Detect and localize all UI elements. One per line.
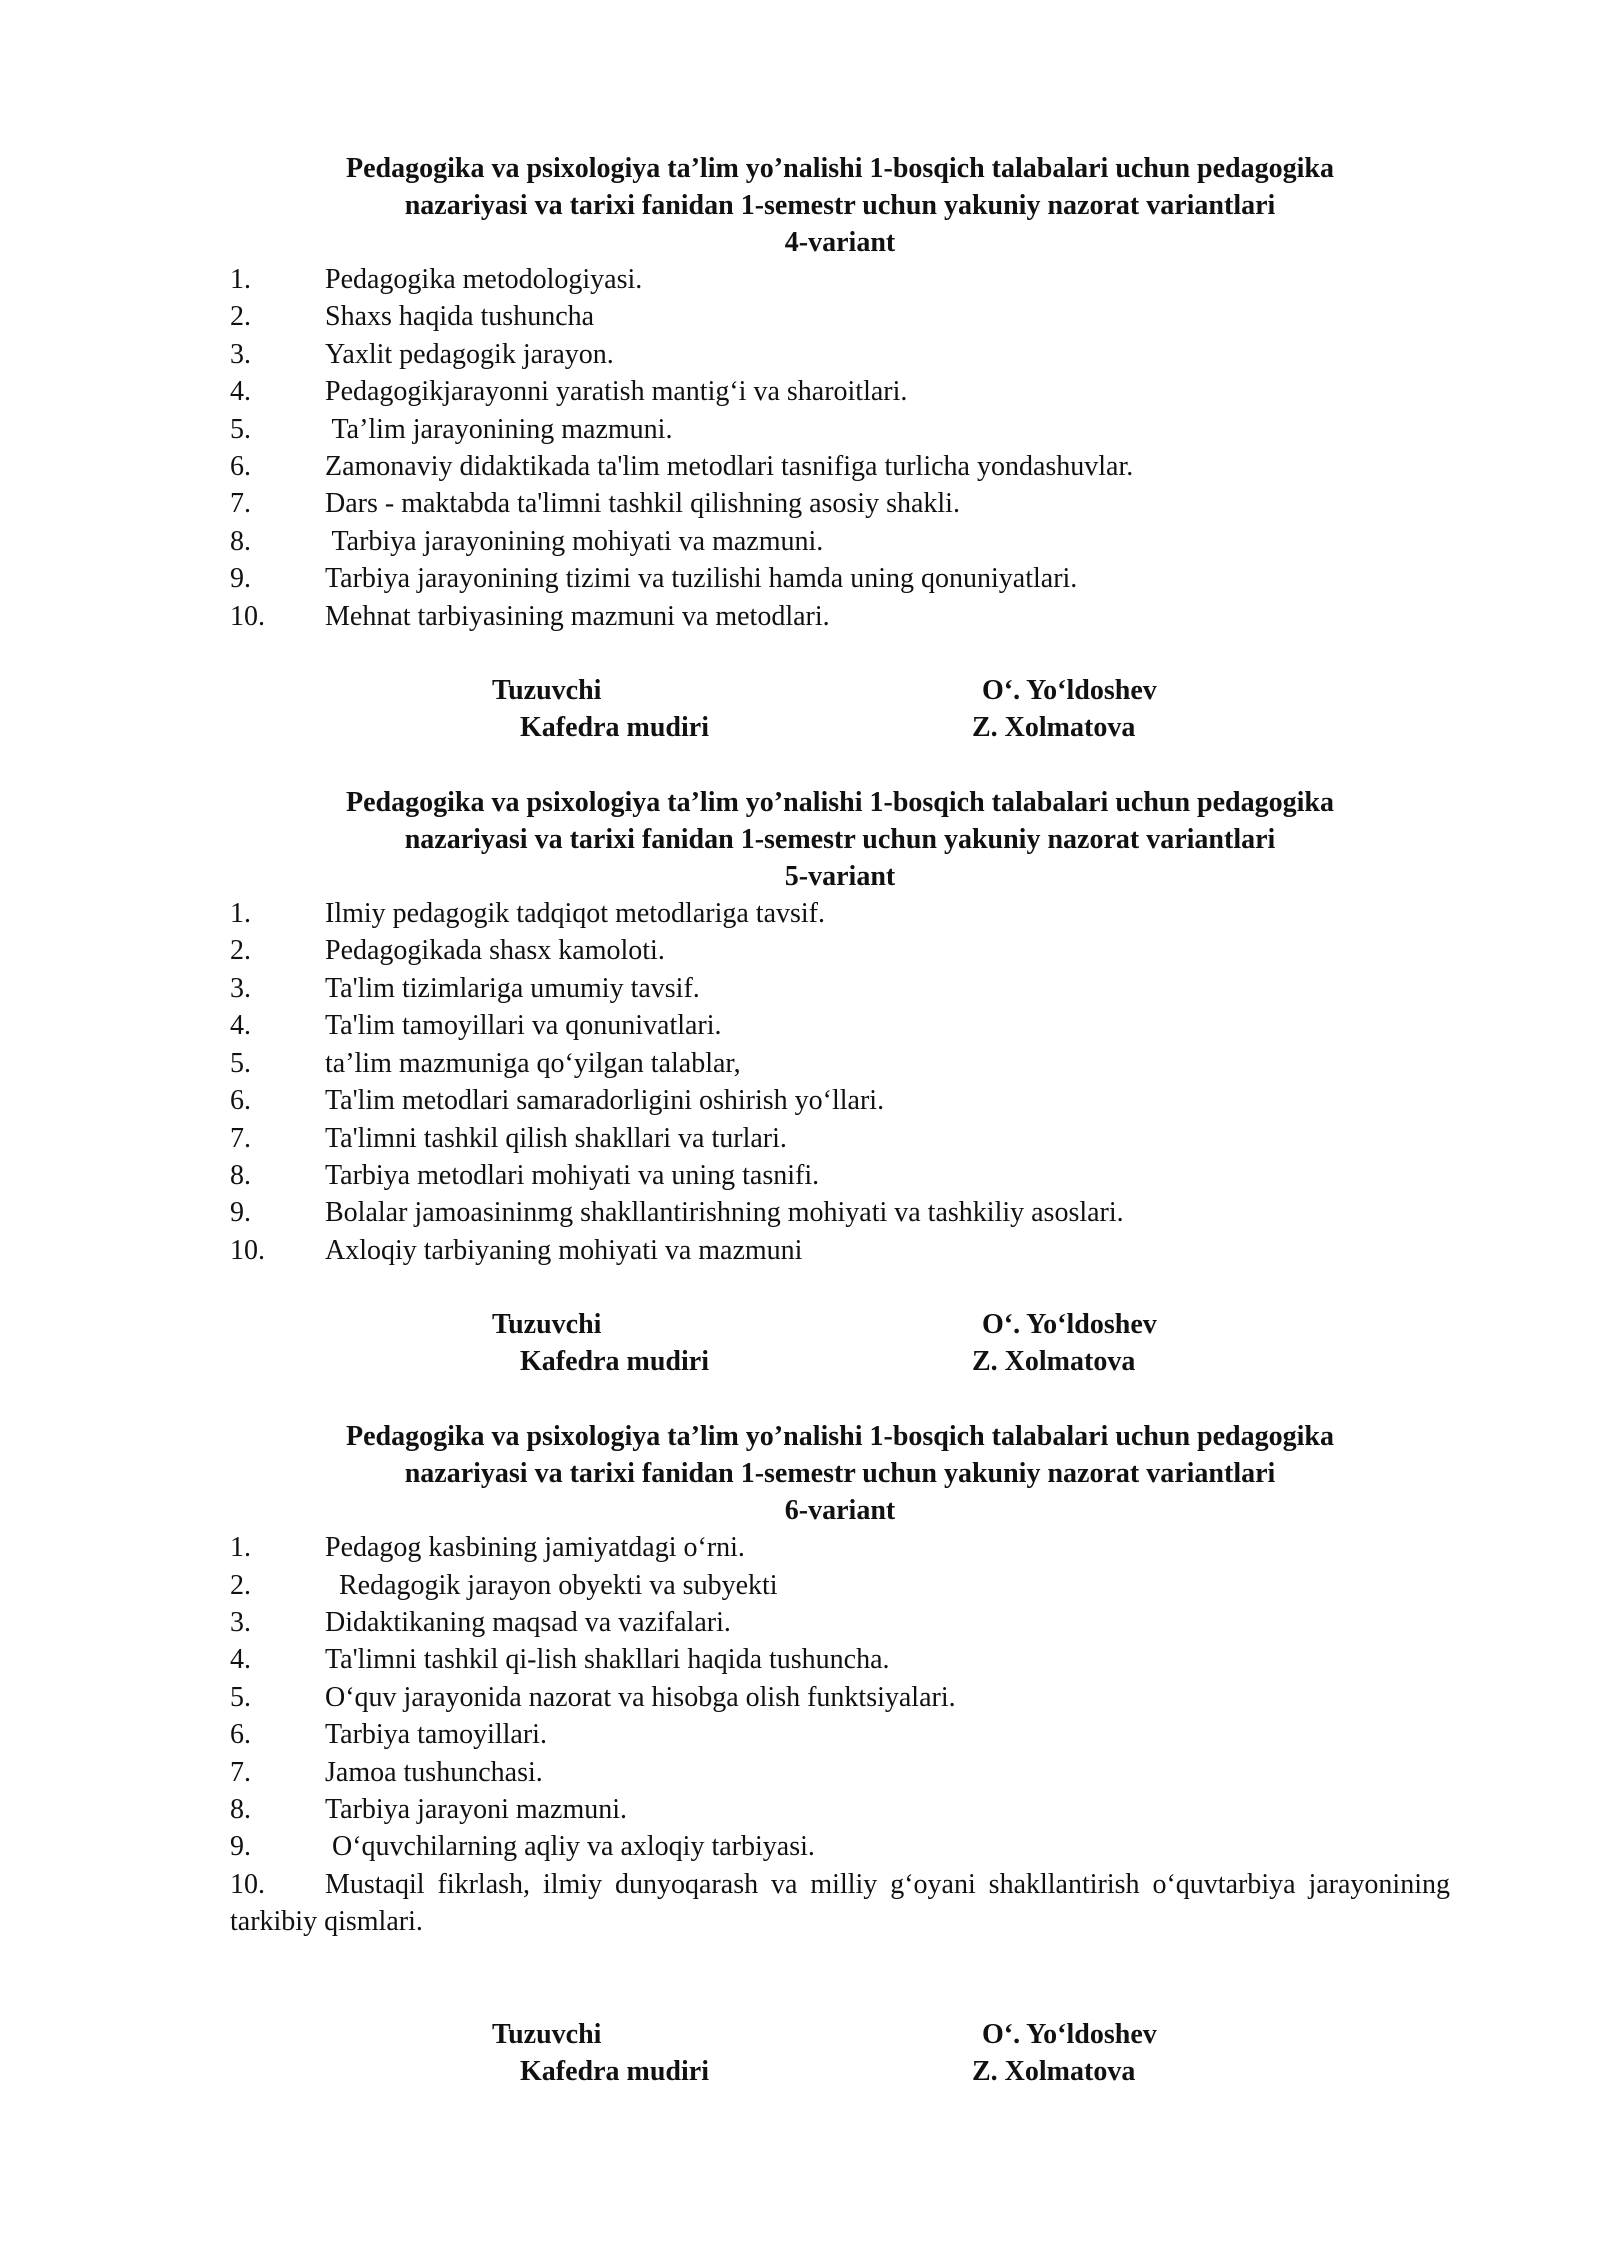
item-text: Ta'lim tizimlariga umumiy tavsif.	[325, 972, 700, 1004]
item-text: Ilmiy pedagogik tadqiqot metodlariga tavsif.	[325, 898, 825, 930]
signature-block	[230, 1306, 1450, 1381]
item-text: Mustaqil fikrlash, ilmiy dunyoqarash va milliy g‘oyani shakllantirish o‘quvtarbiya jarayonining tarkibiy qismlari.	[230, 1868, 1450, 1938]
item-text: ta’lim mazmuniga qo‘yilgan talablar,	[325, 1047, 741, 1079]
question-list	[230, 1529, 1450, 1940]
item-text: Zamonaviy didaktikada ta'lim metodlari tasnifiga turlicha yondashuvlar.	[325, 451, 1134, 483]
section-heading	[230, 150, 1450, 261]
item-number: 5.	[230, 1047, 251, 1079]
list-item	[230, 1232, 1450, 1269]
item-number: 10.	[230, 1868, 265, 1900]
question-list	[230, 261, 1450, 635]
item-number: 5.	[230, 413, 251, 445]
item-number: 4.	[230, 1644, 251, 1676]
item-number: 2.	[230, 301, 251, 333]
item-text: Redagogik jarayon obyekti va subyekti	[325, 1569, 778, 1601]
signature-name: Z. Xolmatova	[972, 1346, 1136, 1378]
variant-title: 4-variant	[784, 227, 896, 258]
heading-line: nazariyasi va tarixi fanidan 1-semestr uchun yakuniy nazorat variantlari	[404, 1458, 1276, 1490]
list-item	[230, 1679, 1450, 1716]
heading-line: Pedagogika va psixologiya ta’lim yo’nalishi 1-bosqich talabalari uchun pedagogika	[346, 787, 1334, 819]
item-number: 6.	[230, 1085, 251, 1117]
item-text: Pedagogika metodologiyasi.	[325, 264, 643, 295]
list-item	[230, 373, 1450, 410]
heading-line: Pedagogika va psixologiya ta’lim yo’nalishi 1-bosqich talabalari uchun pedagogika	[346, 153, 1334, 184]
list-item	[230, 560, 1450, 597]
item-number: 8.	[230, 1793, 251, 1825]
list-item	[230, 1604, 1450, 1641]
item-number: 4.	[230, 1010, 251, 1042]
item-text: Tarbiya jarayonining mohiyati va mazmuni.	[325, 525, 824, 557]
list-item	[230, 523, 1450, 560]
signature-name: O‘. Yo‘ldoshev	[982, 1309, 1157, 1341]
item-number: 7.	[230, 1756, 251, 1788]
variant-section	[230, 784, 1450, 1381]
signature-role: Kafedra mudiri	[520, 2055, 709, 2087]
item-text: Tarbiya jarayonining tizimi va tuzilishi hamda uning qonuniyatlari.	[325, 563, 1078, 595]
list-item	[230, 1866, 1450, 1941]
item-text: Didaktikaning maqsad va vazifalari.	[325, 1606, 731, 1638]
list-item	[230, 448, 1450, 485]
item-number: 9.	[230, 563, 251, 595]
item-text: Ta'limni tashkil qilish shakllari va turlari.	[325, 1122, 787, 1154]
item-text: Jamoa tushunchasi.	[325, 1756, 543, 1788]
variant-section	[230, 1418, 1450, 2090]
item-number: 9.	[230, 1831, 251, 1863]
item-number: 3.	[230, 1606, 251, 1638]
list-item	[230, 1120, 1450, 1157]
variant-title: 6-variant	[784, 1495, 896, 1527]
list-item	[230, 1157, 1450, 1194]
list-item	[230, 970, 1450, 1007]
signature-block	[230, 672, 1450, 747]
question-list	[230, 895, 1450, 1269]
signature-name: O‘. Yo‘ldoshev	[982, 2018, 1157, 2050]
item-text: Yaxlit pedagogik jarayon.	[325, 338, 614, 370]
list-item	[230, 336, 1450, 373]
signature-role: Kafedra mudiri	[520, 712, 709, 744]
item-number: 10.	[230, 600, 265, 632]
signature-role: Kafedra mudiri	[520, 1346, 709, 1378]
item-text: Tarbiya tamoyillari.	[325, 1719, 547, 1751]
item-text: Ta'lim metodlari samaradorligini oshirish yo‘llari.	[325, 1085, 885, 1117]
item-text: Tarbiya metodlari mohiyati va uning tasnifi.	[325, 1159, 820, 1191]
item-number: 5.	[230, 1681, 251, 1713]
heading-line: nazariyasi va tarixi fanidan 1-semestr uchun yakuniy nazorat variantlari	[404, 824, 1276, 856]
item-text: Mehnat tarbiyasining mazmuni va metodlari.	[325, 600, 830, 632]
list-item	[230, 1791, 1450, 1828]
item-text: Bolalar jamoasininmg shakllantirishning mohiyati va tashkiliy asoslari.	[325, 1197, 1124, 1229]
item-number: 8.	[230, 1159, 251, 1191]
list-item	[230, 1045, 1450, 1082]
item-text: Pedagogikada shasx kamoloti.	[325, 935, 665, 967]
signature-block	[230, 2016, 1450, 2091]
item-text: O‘quvchilarning aqliy va axloqiy tarbiyasi.	[325, 1831, 815, 1863]
signature-row	[230, 709, 1450, 746]
list-item	[230, 1567, 1450, 1604]
signature-row	[230, 672, 1450, 709]
item-number: 7.	[230, 488, 251, 520]
item-number: 7.	[230, 1122, 251, 1154]
signature-name: Z. Xolmatova	[972, 712, 1136, 744]
item-number: 3.	[230, 338, 251, 370]
item-text: Ta'lim tamoyillari va qonunivatlari.	[325, 1010, 722, 1042]
list-item	[230, 261, 1450, 298]
item-number: 8.	[230, 525, 251, 557]
list-item	[230, 1194, 1450, 1231]
signature-role: Tuzuvchi	[492, 1309, 602, 1341]
signature-role: Tuzuvchi	[492, 675, 602, 707]
variant-title: 5-variant	[784, 861, 896, 893]
document-page	[230, 150, 1450, 2091]
item-text: Ta’lim jarayonining mazmuni.	[325, 413, 673, 445]
signature-name: Z. Xolmatova	[972, 2055, 1136, 2087]
list-item	[230, 1641, 1450, 1678]
item-number: 2.	[230, 935, 251, 967]
item-number: 2.	[230, 1569, 251, 1601]
heading-line: nazariyasi va tarixi fanidan 1-semestr uchun yakuniy nazorat variantlari	[404, 190, 1276, 221]
list-item	[230, 298, 1450, 335]
section-heading	[230, 1418, 1450, 1529]
list-item	[230, 1007, 1450, 1044]
item-text: O‘quv jarayonida nazorat va hisobga olish funktsiyalari.	[325, 1681, 956, 1713]
signature-row	[230, 2053, 1450, 2090]
list-item	[230, 1828, 1450, 1865]
list-item	[230, 1716, 1450, 1753]
list-item	[230, 895, 1450, 932]
item-text: Pedagog kasbining jamiyatdagi o‘rni.	[325, 1532, 745, 1564]
item-text: Dars - maktabda ta'limni tashkil qilishning asosiy shakli.	[325, 488, 960, 520]
list-item	[230, 932, 1450, 969]
item-number: 1.	[230, 1532, 251, 1564]
item-number: 1.	[230, 898, 251, 930]
item-text: Ta'limni tashkil qi-lish shakllari haqida tushuncha.	[325, 1644, 890, 1676]
item-number: 3.	[230, 972, 251, 1004]
item-number: 6.	[230, 1719, 251, 1751]
list-item	[230, 1754, 1450, 1791]
item-number: 1.	[230, 264, 251, 295]
item-number: 9.	[230, 1197, 251, 1229]
item-number: 4.	[230, 376, 251, 408]
list-item	[230, 1082, 1450, 1119]
signature-role: Tuzuvchi	[492, 2018, 602, 2050]
item-text: Pedagogikjarayonni yaratish mantig‘i va sharoitlari.	[325, 376, 908, 408]
item-text: Axloqiy tarbiyaning mohiyati va mazmuni	[325, 1234, 803, 1266]
signature-name: O‘. Yo‘ldoshev	[982, 675, 1157, 707]
item-text: Tarbiya jarayoni mazmuni.	[325, 1793, 628, 1825]
list-item	[230, 485, 1450, 522]
item-number: 10.	[230, 1234, 265, 1266]
item-text: Shaxs haqida tushuncha	[325, 301, 595, 333]
section-heading	[230, 784, 1450, 895]
signature-row	[230, 1306, 1450, 1343]
heading-line: Pedagogika va psixologiya ta’lim yo’nalishi 1-bosqich talabalari uchun pedagogika	[346, 1421, 1334, 1453]
signature-row	[230, 2016, 1450, 2053]
signature-row	[230, 1343, 1450, 1380]
list-item	[230, 1529, 1450, 1566]
list-item	[230, 598, 1450, 635]
variant-section	[230, 150, 1450, 747]
list-item	[230, 411, 1450, 448]
item-number: 6.	[230, 451, 251, 483]
